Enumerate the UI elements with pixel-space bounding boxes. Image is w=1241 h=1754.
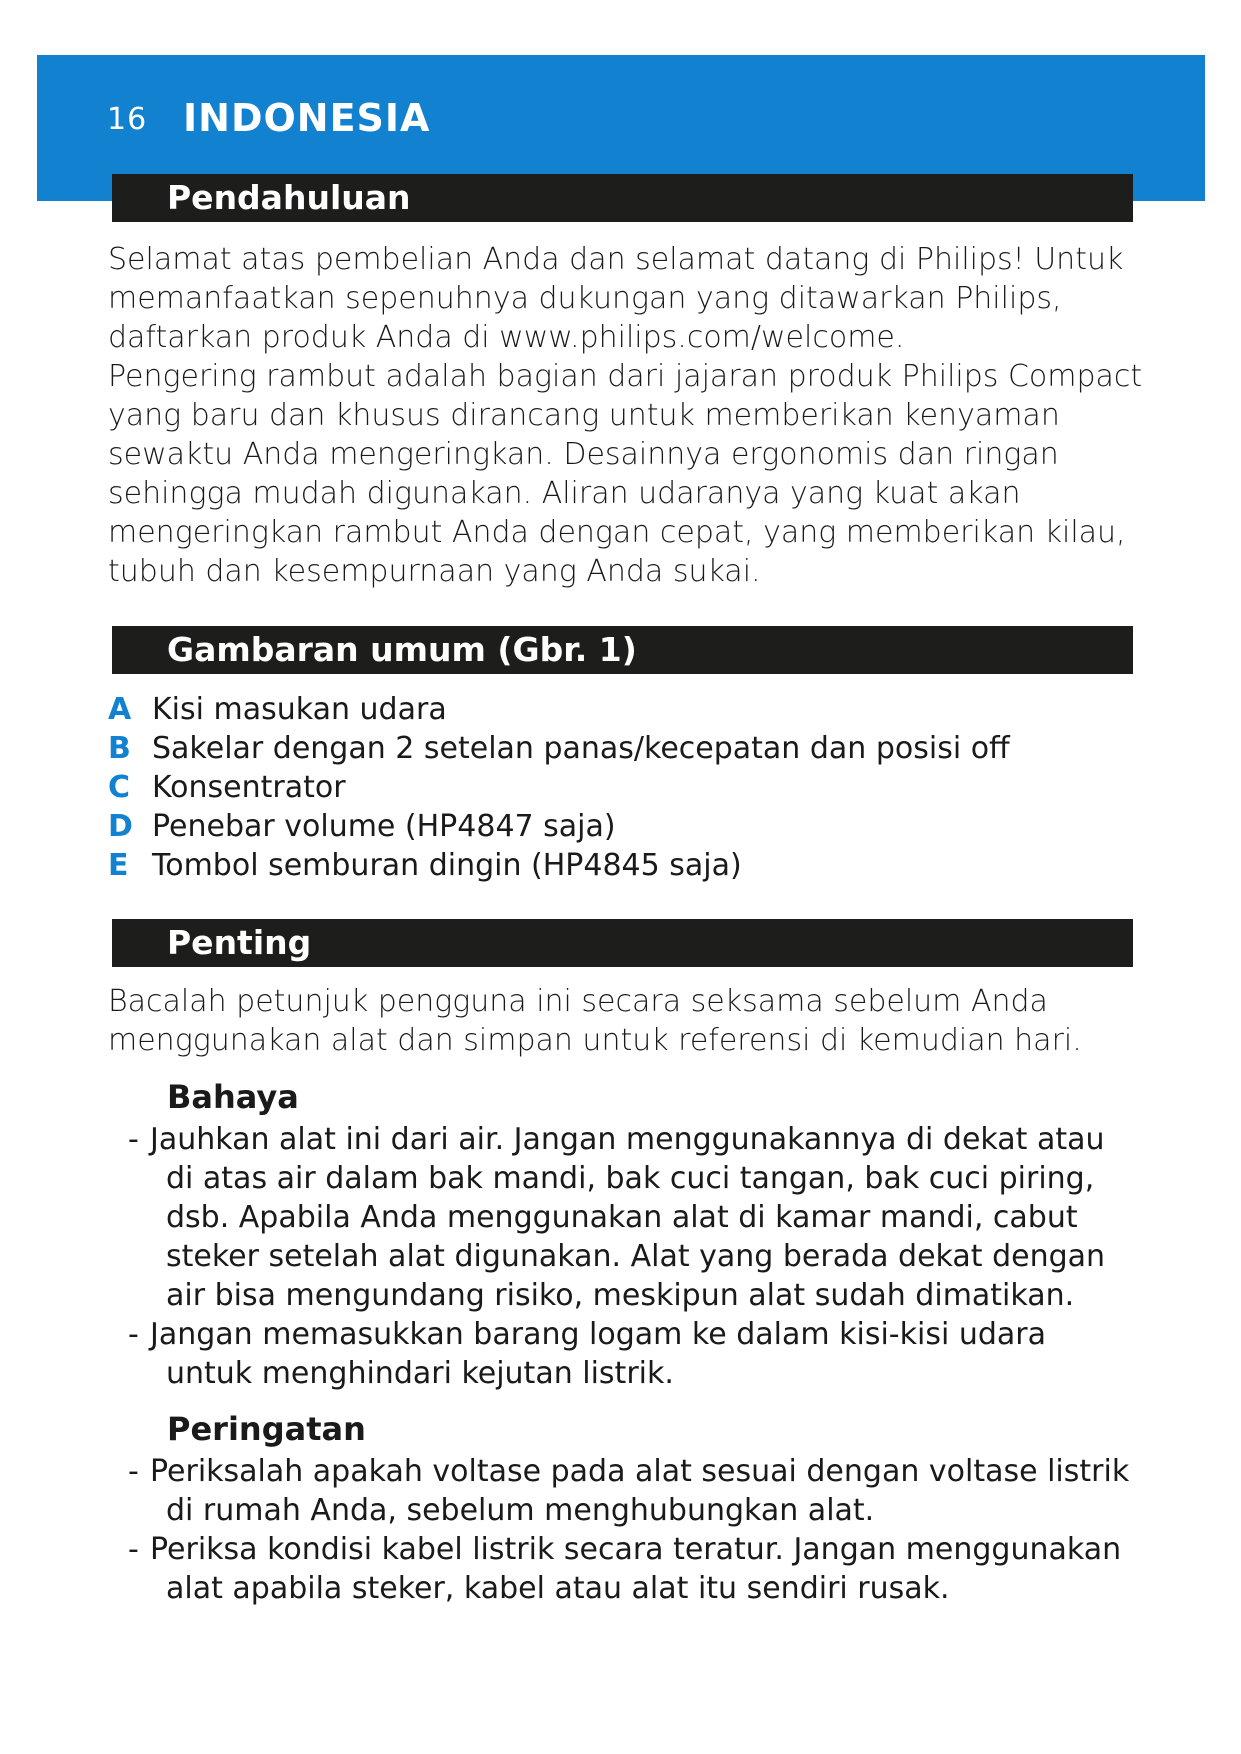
list-item bbox=[128, 1315, 1138, 1393]
bullet-dash: - bbox=[128, 1532, 139, 1567]
list-item bbox=[128, 1530, 1138, 1608]
section-bar-overview bbox=[112, 626, 1133, 674]
overview-list bbox=[108, 690, 1148, 885]
item-text: Tombol semburan dingin (HP4845 saja) bbox=[152, 848, 742, 883]
item-letter: C bbox=[108, 770, 131, 805]
list-item bbox=[108, 729, 1148, 768]
item-text: Konsentrator bbox=[152, 770, 346, 805]
list-item bbox=[128, 1120, 1138, 1315]
section-title-overview: Gambaran umum (Gbr. 1) bbox=[167, 630, 637, 669]
list-item bbox=[108, 846, 1148, 885]
important-intro: Bacalah petunjuk pengguna ini secara seksama sebelum Anda menggunakan alat dan simpan untuk referensi di kemudian hari. bbox=[108, 984, 1082, 1058]
intro-paragraph-1: Selamat atas pembelian Anda dan selamat datang di Philips! Untuk memanfaatkan sepenuhnya dukungan yang ditawarkan Philips, daftarkan produk Anda di www.philips.com/welcome. bbox=[108, 242, 1124, 355]
item-letter: B bbox=[108, 731, 131, 766]
item-text: Kisi masukan udara bbox=[152, 692, 447, 727]
bullet-dash: - bbox=[128, 1122, 139, 1157]
section-title-important: Penting bbox=[167, 923, 312, 962]
intro-paragraph-2: Pengering rambut adalah bagian dari jajaran produk Philips Compact yang baru dan khusus dirancang untuk memberikan kenyaman sewaktu Anda mengeringkan. Desainnya ergonomis dan ringan sehingga mudah digunakan. Aliran udaranya yang kuat akan mengeringkan rambut Anda dengan cepat, yang memberikan kilau, tubuh dan kesempurnaan yang Anda sukai. bbox=[108, 359, 1143, 589]
page-number: 16 bbox=[107, 102, 148, 137]
danger-list bbox=[128, 1120, 1138, 1393]
list-item bbox=[108, 807, 1148, 846]
item-text: Sakelar dengan 2 setelan panas/kecepatan dan posisi off bbox=[152, 731, 1010, 766]
list-item bbox=[128, 1452, 1138, 1530]
section-title-intro: Pendahuluan bbox=[167, 178, 411, 217]
language-title: INDONESIA bbox=[183, 96, 431, 140]
item-letter: D bbox=[108, 809, 133, 844]
section-bar-intro bbox=[112, 174, 1133, 222]
intro-text bbox=[108, 240, 1148, 591]
bullet-text: Periksa kondisi kabel listrik secara teratur. Jangan menggunakan alat apabila steker, kabel atau alat itu sendiri rusak. bbox=[150, 1532, 1122, 1606]
list-item bbox=[108, 690, 1148, 729]
bullet-dash: - bbox=[128, 1454, 139, 1489]
item-text: Penebar volume (HP4847 saja) bbox=[152, 809, 616, 844]
bullet-text: Jauhkan alat ini dari air. Jangan menggunakannya di dekat atau di atas air dalam bak mandi, bak cuci tangan, bak cuci piring, dsb. Apabila Anda menggunakan alat di kamar mandi, cabut steker setelah alat digunakan. Alat yang berada dekat dengan air bisa mengundang risiko, meskipun alat sudah dimatikan. bbox=[150, 1122, 1106, 1313]
bullet-dash: - bbox=[128, 1317, 139, 1352]
item-letter: A bbox=[108, 692, 132, 727]
warning-list bbox=[128, 1452, 1138, 1608]
bullet-text: Jangan memasukkan barang logam ke dalam kisi-kisi udara untuk menghindari kejutan listrik. bbox=[150, 1317, 1046, 1391]
list-item bbox=[108, 768, 1148, 807]
section-bar-important bbox=[112, 919, 1133, 967]
item-letter: E bbox=[108, 848, 129, 883]
warning-heading: Peringatan bbox=[167, 1410, 366, 1448]
bullet-text: Periksalah apakah voltase pada alat sesuai dengan voltase listrik di rumah Anda, sebelum menghubungkan alat. bbox=[150, 1454, 1130, 1528]
danger-heading: Bahaya bbox=[167, 1078, 299, 1116]
